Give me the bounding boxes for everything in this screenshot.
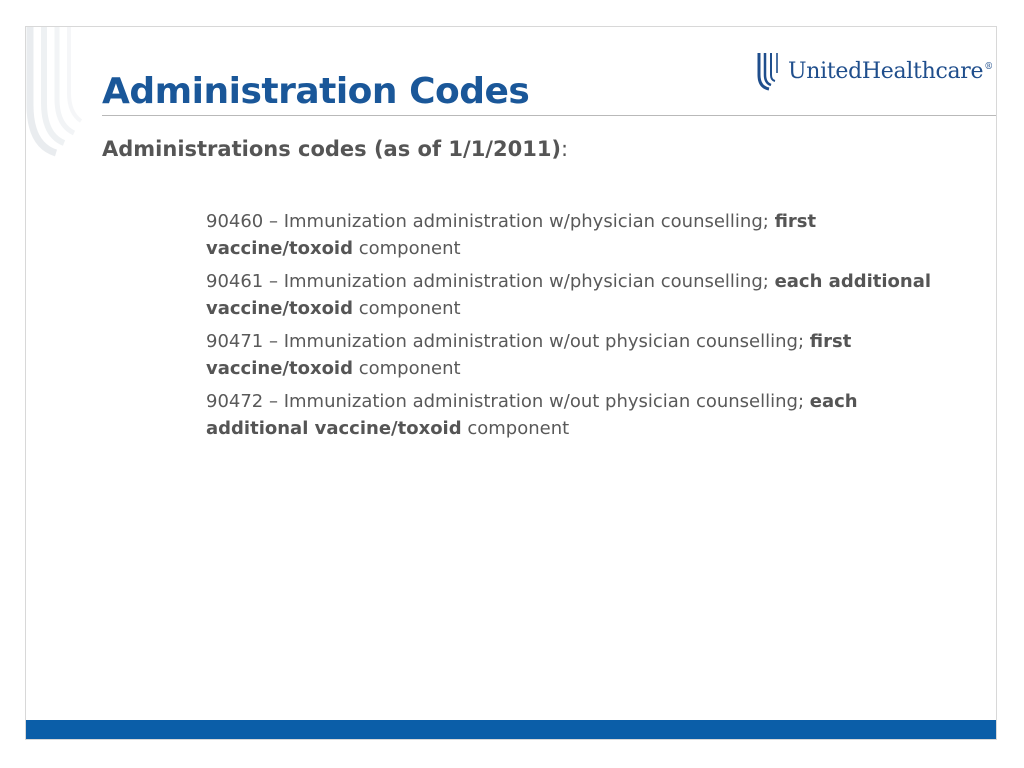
slide xyxy=(25,26,997,740)
page-title: Administration Codes xyxy=(102,71,530,112)
subtitle-bold: Administrations codes (as of 1/1/2011) xyxy=(102,137,562,161)
code-list xyxy=(206,208,966,448)
registered-mark: ® xyxy=(984,62,993,73)
subtitle xyxy=(102,137,568,161)
list-item: 90472 – Immunization administration w/out physician counselling; each additional vaccine/toxoid component xyxy=(206,391,858,439)
u-watermark-icon xyxy=(26,27,86,167)
list-item: 90471 – Immunization administration w/out physician counselling; first vaccine/toxoid component xyxy=(206,331,852,379)
title-divider xyxy=(102,115,997,116)
brand-logo xyxy=(756,49,993,93)
unitedhealthcare-u-icon xyxy=(756,51,782,91)
subtitle-suffix: : xyxy=(561,137,569,161)
list-item: 90460 – Immunization administration w/physician counselling; first vaccine/toxoid component xyxy=(206,211,817,259)
footer-bar xyxy=(26,720,996,739)
brand-name: UnitedHealthcare® xyxy=(788,58,993,84)
list-item: 90461 – Immunization administration w/physician counselling; each additional vaccine/toxoid component xyxy=(206,271,932,319)
